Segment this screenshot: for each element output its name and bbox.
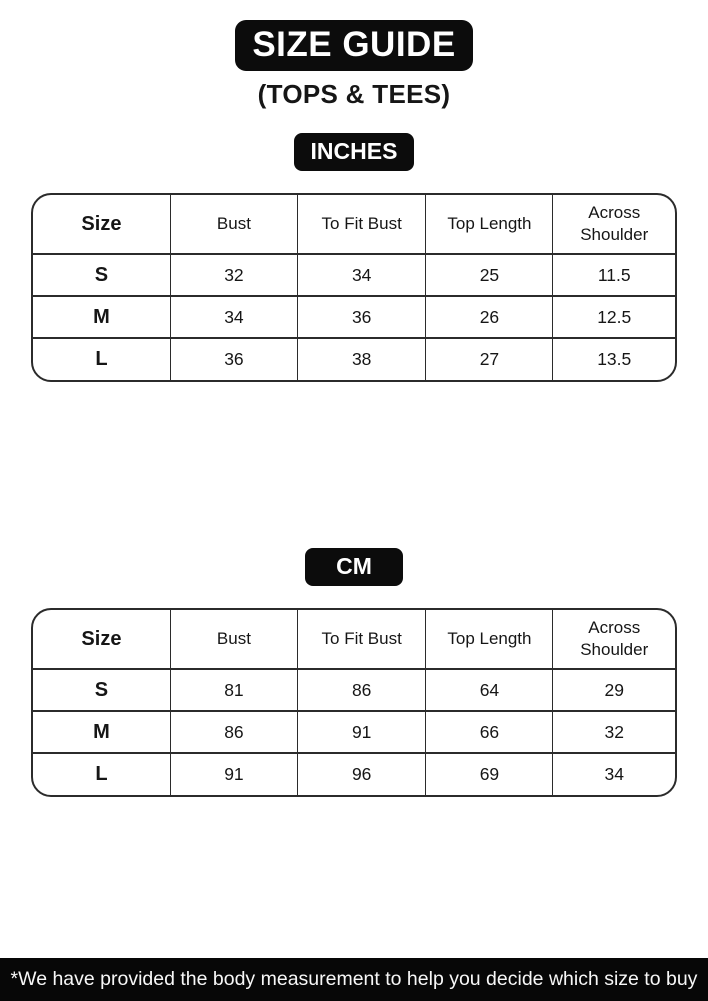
column-header-across-shoulder: Across Shoulder [553,195,675,254]
bust-value: 81 [170,669,297,711]
top-length-value: 66 [426,711,553,753]
cm-badge-row [0,382,708,586]
bust-value: 91 [170,753,297,795]
top-length-value: 69 [426,753,553,795]
across-shoulder-value: 34 [604,764,624,784]
size-label: L [33,753,170,795]
size-label: S [33,669,170,711]
to-fit-bust-value: 91 [297,711,425,753]
size-label: M [33,296,170,338]
size-label: L [33,338,170,380]
top-length-value: 25 [426,254,553,296]
footnote-bar [0,958,708,1001]
inches-section [0,110,708,382]
across-shoulder-value: 11.5 [553,254,675,296]
bust-value: 86 [170,711,297,753]
to-fit-bust-value: 38 [297,338,425,380]
table-row-m [33,711,675,753]
bust-value: 36 [170,338,297,380]
inches-unit-badge: INCHES [294,133,415,171]
size-label: M [33,711,170,753]
top-length-value: 64 [426,669,553,711]
column-header-across-shoulder: Across Shoulder [553,610,675,669]
to-fit-bust-value: 96 [297,753,425,795]
page-title: SIZE GUIDE [235,20,472,71]
cm-unit-badge: CM [305,548,403,586]
across-shoulder-value: 13.5 [597,349,632,369]
top-length-value: 27 [426,338,553,380]
column-header-size: Size [33,610,170,669]
table-row-l [33,338,675,380]
column-header-top-length: Top Length [426,195,553,254]
cm-size-table [31,608,677,797]
footnote-text: *We have provided the body measurement to help you decide which size to buy [10,968,698,990]
inches-badge-row [0,110,708,171]
bust-value: 34 [170,296,297,338]
column-header-top-length: Top Length [426,610,553,669]
top-length-value: 26 [426,296,553,338]
column-header-bust: Bust [170,195,297,254]
to-fit-bust-value: 34 [297,254,425,296]
inches-size-table [31,193,677,382]
column-header-bust: Bust [170,610,297,669]
across-shoulder-value: 29 [553,669,675,711]
table-row-l [33,753,675,795]
page-subtitle: (TOPS & TEES) [257,79,451,109]
column-header-to-fit-bust: To Fit Bust [297,195,425,254]
across-shoulder-value: 32 [553,711,675,753]
table-row-s [33,669,675,711]
across-shoulder-value: 12.5 [553,296,675,338]
page-title-badge [0,0,708,71]
to-fit-bust-value: 86 [297,669,425,711]
cm-section [0,382,708,797]
column-header-size: Size [33,195,170,254]
inches-header-row [33,195,675,254]
table-row-m [33,296,675,338]
column-header-to-fit-bust: To Fit Bust [297,610,425,669]
bust-value: 32 [170,254,297,296]
cm-header-row [33,610,675,669]
to-fit-bust-value: 36 [297,296,425,338]
table-row-s [33,254,675,296]
size-label: S [33,254,170,296]
